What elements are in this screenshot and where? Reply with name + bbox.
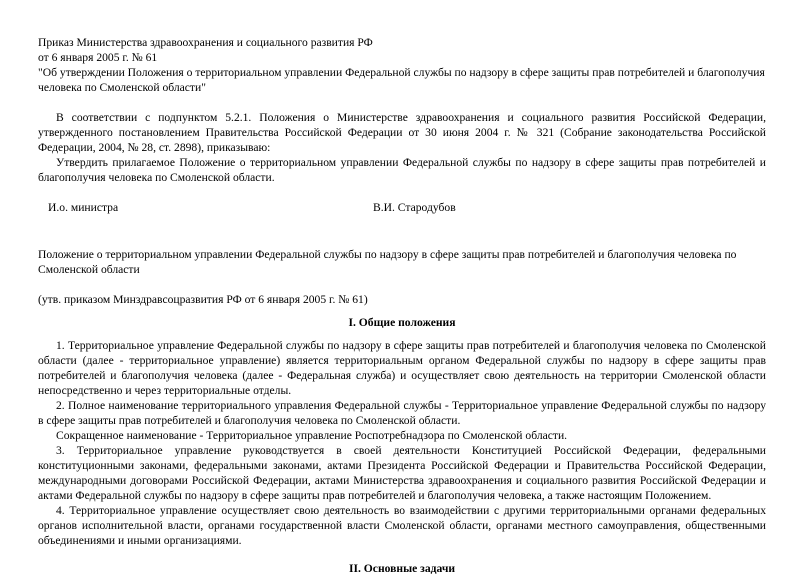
regulation-title: Положение о территориальном управлении Федеральной службы по надзору в сфере защиты прав потребителей и благополучия человека по Смоленской области xyxy=(38,248,737,276)
signature-position: И.о. министра xyxy=(48,201,119,214)
section1-paragraph-3: 3. Территориальное управление руководствуется в своей деятельности Конституцией Российской Федерации, федеральными конституционными законами, федеральными законами, актами Президента Российской Федерации и Правительства Российской Федерации, международными договорами Российской Федерации, актами Министерства здравоохранения и социального развития Российской Федерации и актами Федеральной службы по надзору в сфере защиты прав потребителей и благополучия человека, а также настоящим Положением. xyxy=(38,444,766,502)
signature-block xyxy=(38,200,766,215)
section1-paragraph-4: 4. Территориальное управление осуществляет свою деятельность во взаимодействии с другими территориальными органами федеральных органов исполнительной власти, органами государственной власти Смоленской области, органами местного самоуправления, общественными объединениями и иными организациями. xyxy=(38,504,766,547)
order-title: "Об утверждении Положения о территориальном управлении Федеральной службы по надзору в сфере защиты прав потребителей и благополучия человека по Смоленской области" xyxy=(38,66,765,94)
document-page xyxy=(38,35,766,584)
regulation-approval-note: (утв. приказом Минздравсоцразвития РФ от 6 января 2005 г. № 61) xyxy=(38,293,368,306)
preamble-paragraph: В соответствии с подпунктом 5.2.1. Положения о Министерстве здравоохранения и социального развития Российской Федерации, утвержденного постановлением Правительства Российской Федерации от 30 июня 2004 г. № 321 (Собрание законодательства Российской Федерации, 2004, № 28, ст. 2898), приказываю: xyxy=(38,111,766,154)
section-heading-main-tasks: II. Основные задачи xyxy=(348,562,456,575)
section1-paragraph-2-short-name: Сокращенное наименование - Территориальное управление Роспотребнадзора по Смоленской области. xyxy=(56,429,568,442)
order-date-number: от 6 января 2005 г. № 61 xyxy=(38,51,158,64)
signature-name: В.И. Стародубов xyxy=(373,201,456,214)
section1-paragraph-1: 1. Территориальное управление Федеральной службы по надзору в сфере защиты прав потребителей и благополучия человека по Смоленской области (далее - территориальное управление) является территориальным органом Федеральной службы по надзору в сфере защиты прав потребителей и благополучия человека (далее - Федеральная служба) и осуществляет свою деятельность на территории Смоленской области непосредственно и через территориальные отделы. xyxy=(38,339,766,397)
section1-paragraph-2: 2. Полное наименование территориального управления Федеральной службы - Территориальное управление Федеральной службы по надзору в сфере защиты прав потребителей и благополучия человека по Смоленской области. xyxy=(38,399,766,427)
order-header-line: Приказ Министерства здравоохранения и социального развития РФ xyxy=(38,36,373,49)
order-paragraph: Утвердить прилагаемое Положение о территориальном управлении Федеральной службы по надзору в сфере защиты прав потребителей и благополучия человека по Смоленской области. xyxy=(38,156,766,184)
section-heading-general: I. Общие положения xyxy=(348,316,456,329)
